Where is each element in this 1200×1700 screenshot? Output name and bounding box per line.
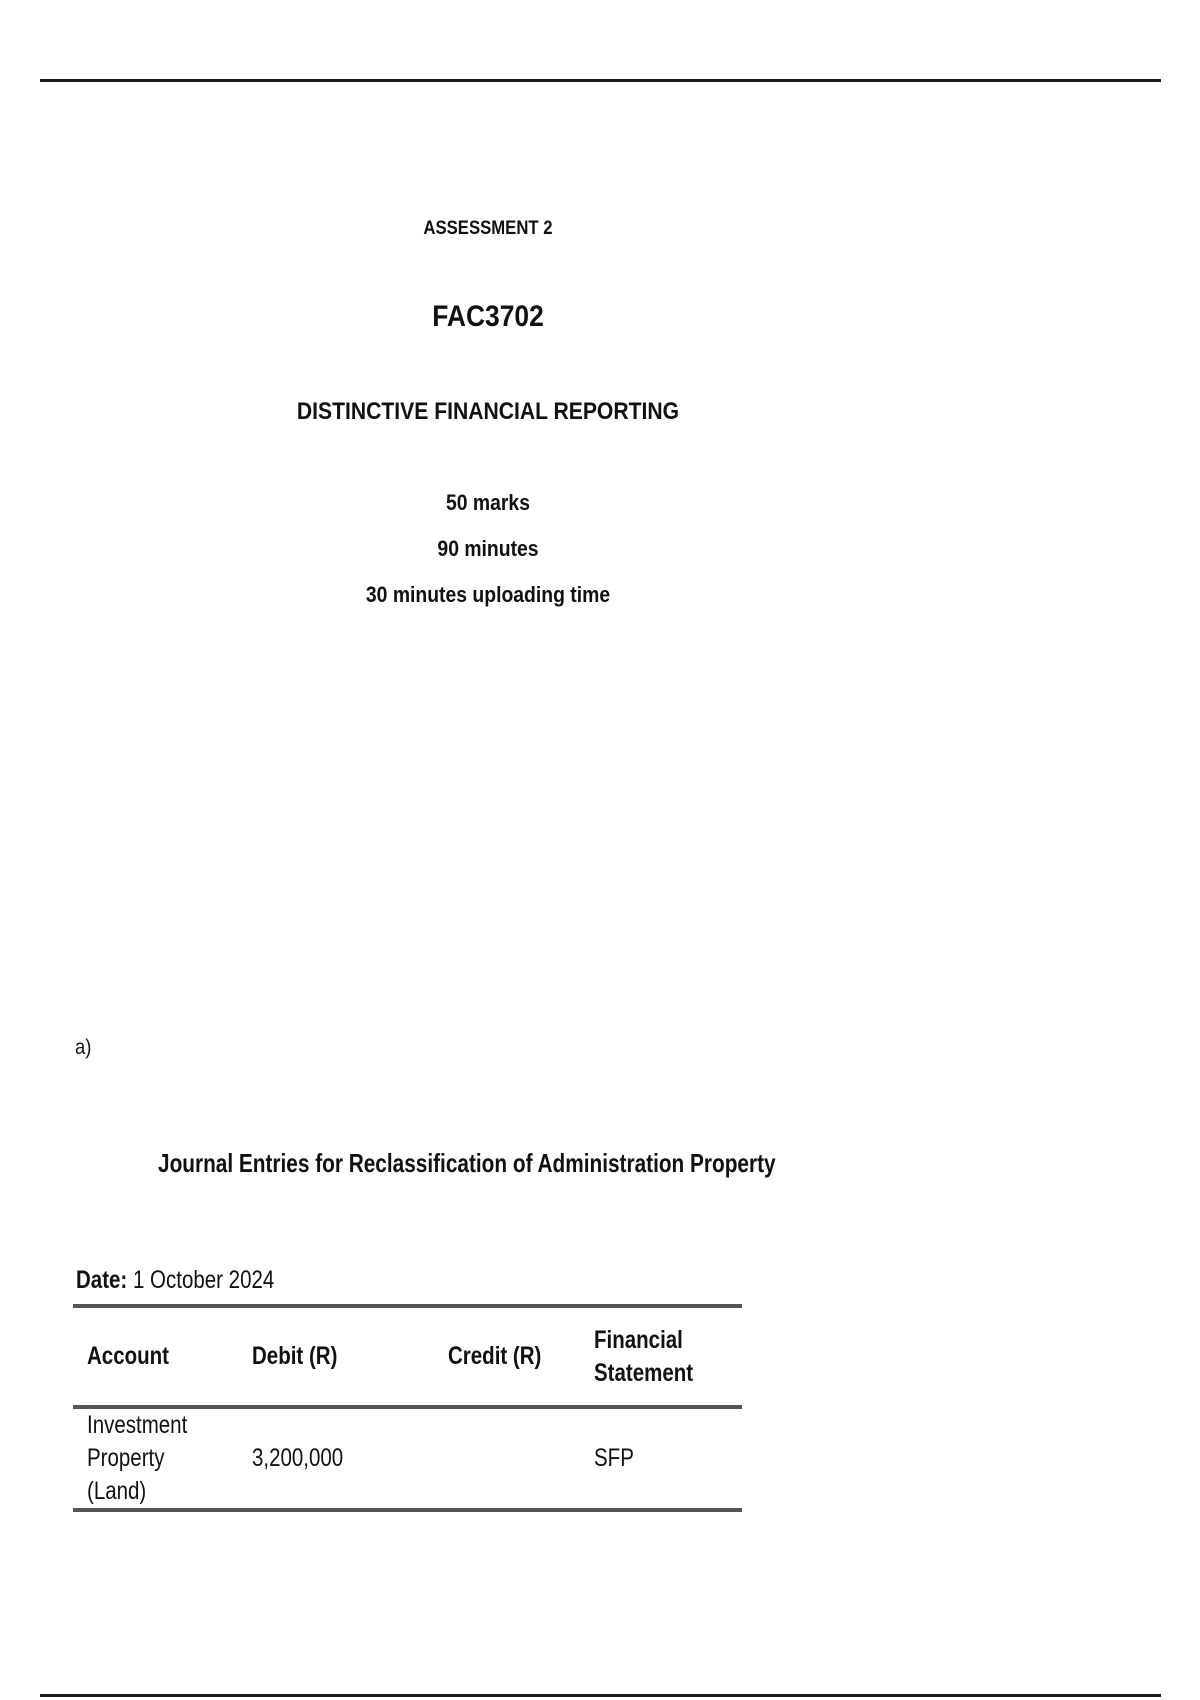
- duration-text: 90 minutes: [437, 536, 539, 561]
- cell-account: Investment Property (Land): [87, 1411, 188, 1505]
- marks-text: 50 marks: [446, 490, 530, 515]
- table-row: [73, 1407, 742, 1510]
- module-code: FAC3702: [432, 300, 544, 333]
- module-name: DISTINCTIVE FINANCIAL REPORTING: [296, 398, 680, 425]
- assessment-label: ASSESSMENT 2: [423, 218, 553, 239]
- cell-financial-statement: SFP: [594, 1444, 634, 1472]
- cell-credit: [434, 1407, 580, 1510]
- table-header-row: [73, 1306, 742, 1407]
- column-header-debit: Debit (R): [252, 1342, 338, 1370]
- column-header-account: Account: [87, 1342, 169, 1370]
- top-rule: [40, 79, 1161, 82]
- section-title: Journal Entries for Reclassification of Administration Property: [158, 1148, 776, 1178]
- date-value: 1 October 2024: [132, 1266, 275, 1294]
- column-header-credit: Credit (R): [448, 1342, 542, 1370]
- cell-debit: 3,200,000: [252, 1444, 344, 1472]
- journal-table: [73, 1304, 742, 1512]
- upload-time-text: 30 minutes uploading time: [365, 582, 611, 607]
- bottom-rule: [40, 1694, 1161, 1697]
- column-header-financial-statement: Financial Statement: [594, 1325, 694, 1387]
- question-part-label: a): [75, 1036, 92, 1059]
- journal-date: [76, 1266, 274, 1295]
- date-label: Date:: [76, 1266, 128, 1294]
